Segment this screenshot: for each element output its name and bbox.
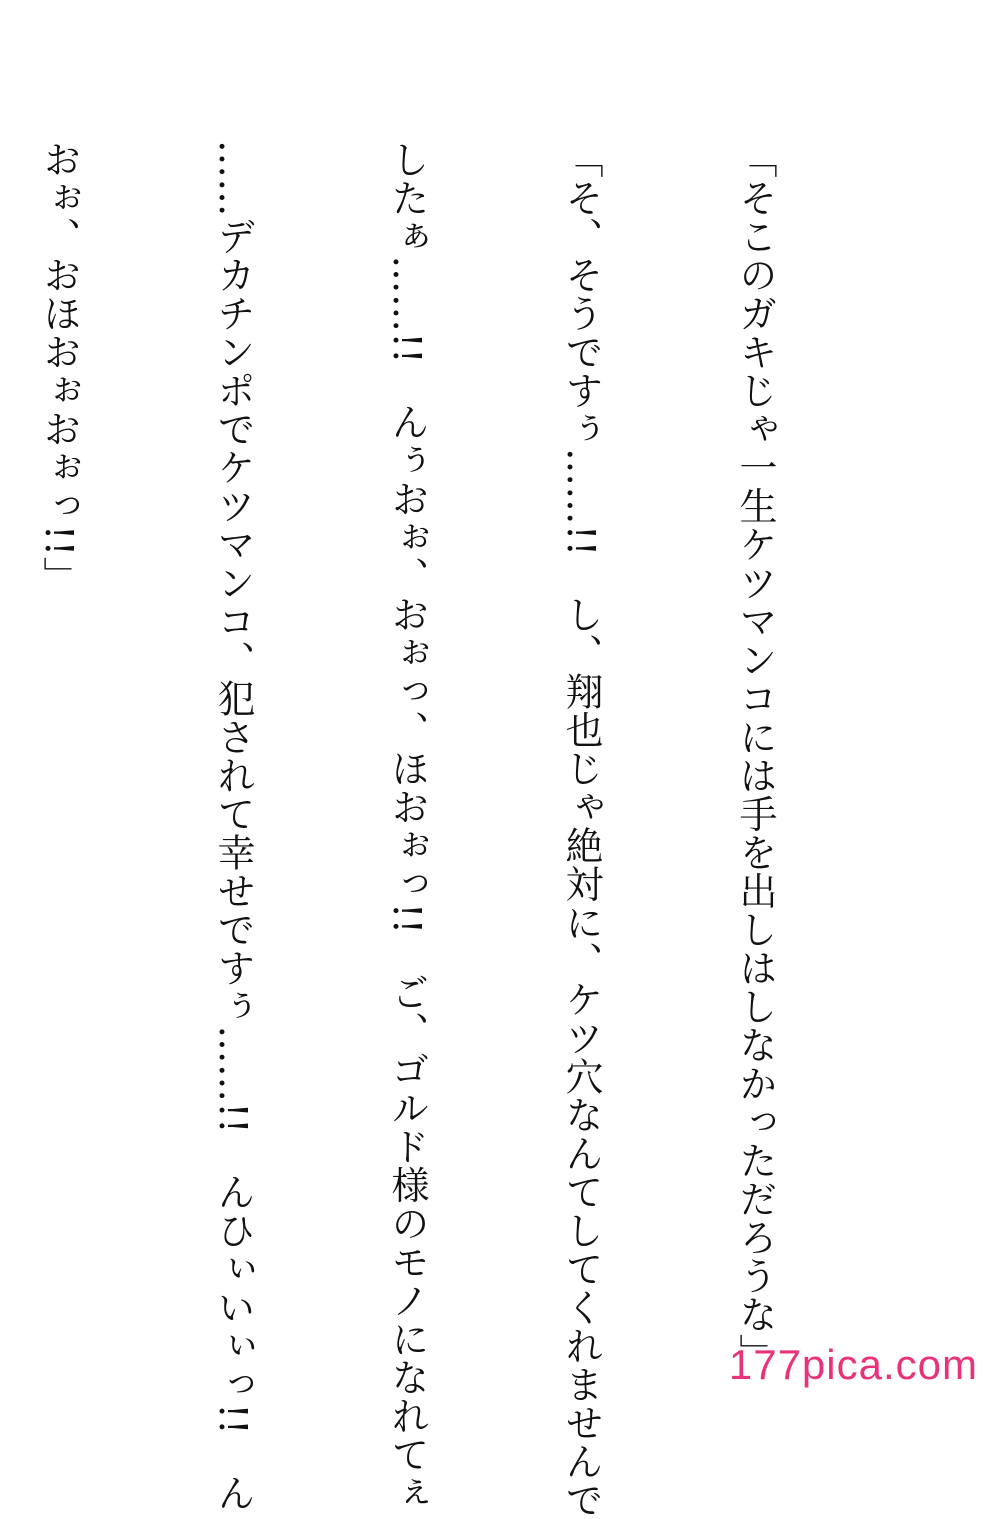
text-line: ……デカチンポでケツマンコ、犯されて幸せですぅ……!! んひぃいぃっ!! ん	[211, 140, 255, 1513]
text-line: おぉ、おほおぉおぉっ!!」	[37, 140, 81, 596]
watermark: 177pica.com	[728, 1341, 978, 1388]
text-line: したぁ……!! んぅおぉ、おぉっ、ほおぉっ!! ご、ゴルド様のモノになれてぇ	[385, 140, 429, 1513]
text-line: 「そこのガキじゃ一生ケツマンコには手を出しはしなかっただろうな」	[733, 140, 777, 1372]
text-line: 「そ、そうですぅ……!! し、翔也じゃ絶対に、ケツ穴なんてしてくれませんで	[559, 140, 603, 1519]
